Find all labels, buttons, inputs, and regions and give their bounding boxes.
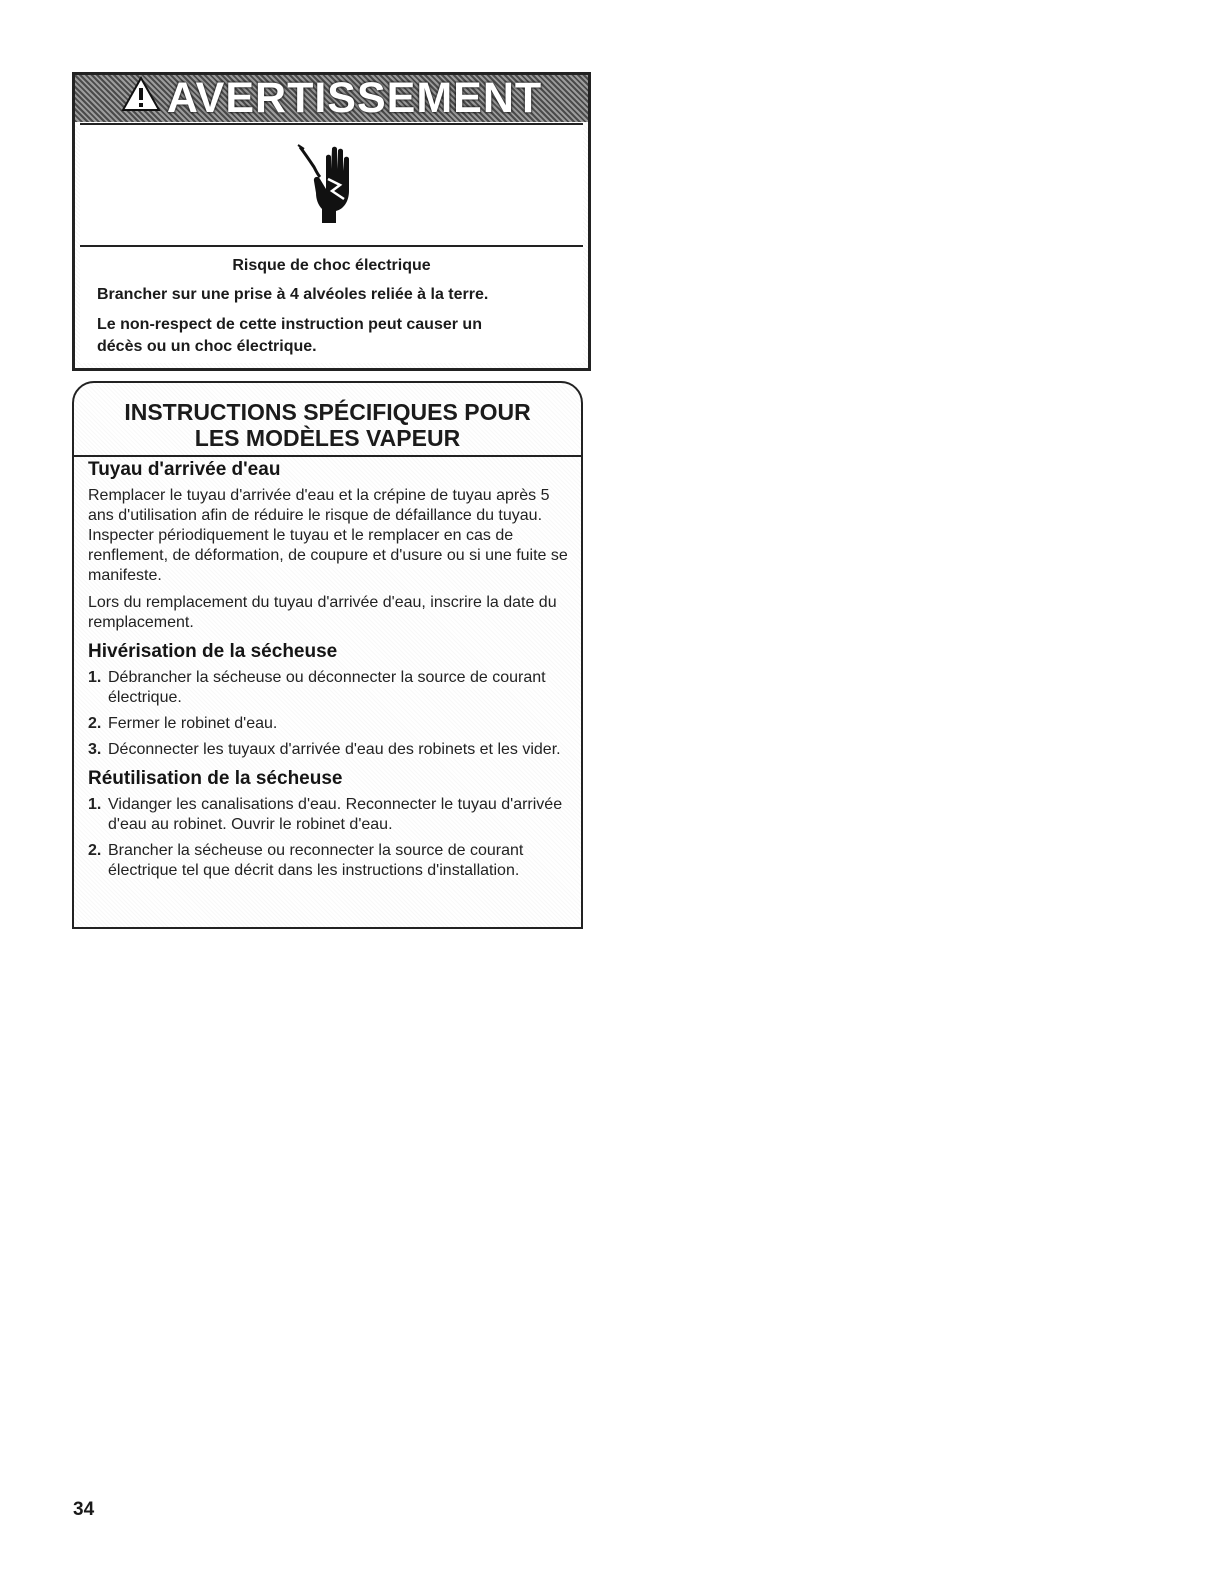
steam-header (74, 383, 581, 457)
steam-title-line2: LES MODÈLES VAPEUR (194, 425, 461, 451)
winterize-heading: Hivérisation de la sécheuse (88, 641, 338, 662)
winterize-steps (88, 668, 571, 760)
warning-title (121, 74, 542, 123)
list-item: 2. Brancher la sécheuse ou reconnecter la source de courant électrique tel que décrit dans les instructions d'installation. (88, 842, 524, 879)
page-number: 34 (73, 1499, 95, 1520)
electric-shock-hand-icon (292, 139, 372, 232)
warning-consequence: Le non-respect de cette instruction peut causer un décès ou un choc électrique. (97, 316, 482, 355)
steam-instructions-box (72, 381, 583, 929)
warning-risk: Risque de choc électrique (232, 257, 431, 274)
list-item: 1. Débrancher la sécheuse ou déconnecter la source de courant électrique. (88, 669, 546, 706)
warning-text (80, 247, 583, 363)
warning-box (72, 72, 591, 371)
warning-triangle-icon (121, 74, 161, 123)
list-item: 1. Vidanger les canalisations d'eau. Reconnecter le tuyau d'arrivée d'eau au robinet. Ouvrir le robinet d'eau. (88, 796, 563, 833)
list-item: 3. Déconnecter les tuyaux d'arrivée d'eau des robinets et les vider. (88, 741, 561, 758)
reuse-heading: Réutilisation de la sécheuse (88, 768, 343, 789)
warning-instruction: Brancher sur une prise à 4 alvéoles reliée à la terre. (97, 286, 489, 303)
warning-header (75, 75, 588, 122)
inlet-heading: Tuyau d'arrivée d'eau (88, 459, 281, 480)
reuse-steps (88, 795, 571, 881)
warning-icon-panel (80, 123, 583, 247)
warning-title-text: AVERTISSEMENT (166, 74, 543, 122)
steam-title-line1: INSTRUCTIONS SPÉCIFIQUES POUR (124, 399, 531, 425)
inlet-paragraph-1: Remplacer le tuyau d'arrivée d'eau et la crépine de tuyau après 5 ans d'utilisation afin de réduire le risque de défaillance du tuyau. Inspecter périodiquement le tuyau et le remplacer en cas de renflement, de déformation, de coupure et d'usure ou si une fuite se manifeste. (88, 487, 568, 584)
list-item: 2. Fermer le robinet d'eau. (88, 715, 278, 732)
steam-body (88, 460, 571, 889)
inlet-paragraph-2: Lors du remplacement du tuyau d'arrivée d'eau, inscrire la date du remplacement. (88, 594, 557, 631)
